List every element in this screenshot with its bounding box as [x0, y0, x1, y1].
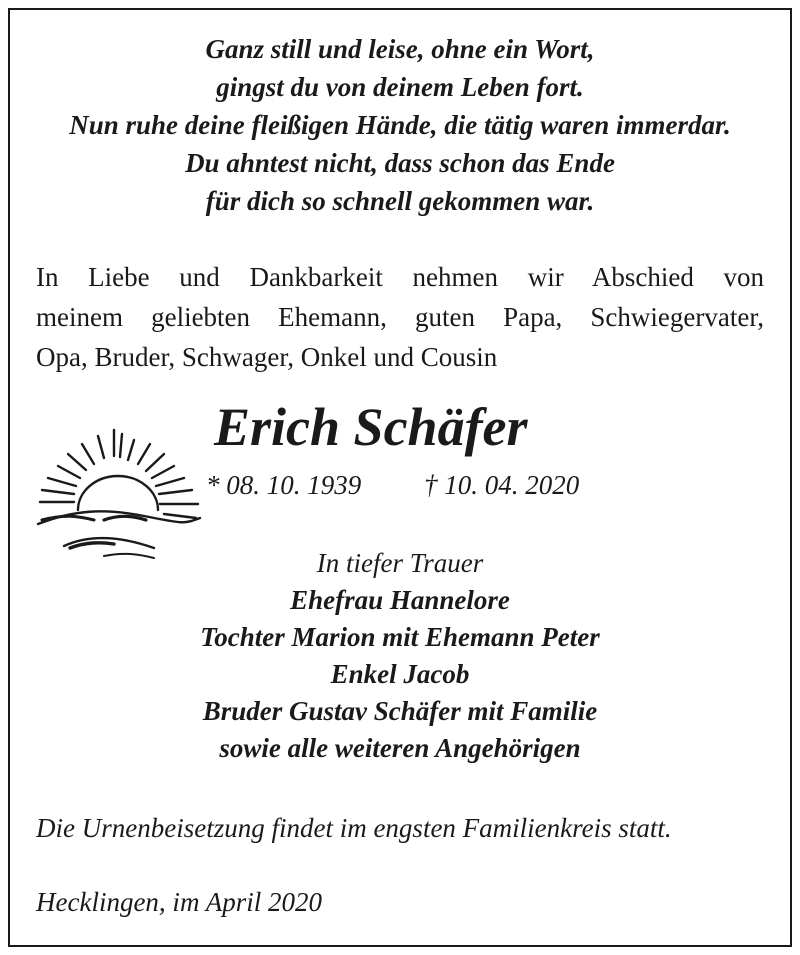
poem-line: Nun ruhe deine fleißigen Hände, die tätig waren immerdar. [69, 110, 731, 140]
mourner-line: Ehefrau Hannelore [290, 585, 510, 615]
deceased-name: Erich Schäfer [214, 397, 528, 457]
birth-date: * 08. 10. 1939 [206, 470, 362, 500]
mourners-block [0, 545, 800, 767]
mourner-line: Bruder Gustav Schäfer mit Familie [202, 696, 598, 726]
mourner-line: Enkel Jacob [330, 659, 470, 689]
poem-line: Du ahntest nicht, dass schon das Ende [185, 148, 615, 178]
poem-line: für dich so schnell gekommen war. [205, 186, 595, 216]
life-dates [206, 468, 580, 502]
poem-line: gingst du von deinem Leben fort. [216, 72, 584, 102]
intro-line: meinem geliebten Ehemann, guten Papa, Schwiegervater, [36, 302, 764, 332]
mourner-line: sowie alle weiteren Angehörigen [219, 733, 581, 763]
mourners-heading: In tiefer Trauer [316, 548, 484, 578]
intro-line: Opa, Bruder, Schwager, Onkel und Cousin [36, 342, 498, 372]
poem [0, 30, 800, 220]
death-date: † 10. 04. 2020 [424, 470, 580, 500]
place-date: Hecklingen, im April 2020 [36, 887, 322, 917]
burial-note: Die Urnenbeisetzung findet im engsten Familienkreis statt. [36, 813, 672, 843]
poem-line: Ganz still und leise, ohne ein Wort, [205, 34, 595, 64]
intro-line: In Liebe und Dankbarkeit nehmen wir Abschied von [36, 262, 764, 292]
intro-text [36, 257, 764, 377]
mourner-line: Tochter Marion mit Ehemann Peter [200, 622, 600, 652]
